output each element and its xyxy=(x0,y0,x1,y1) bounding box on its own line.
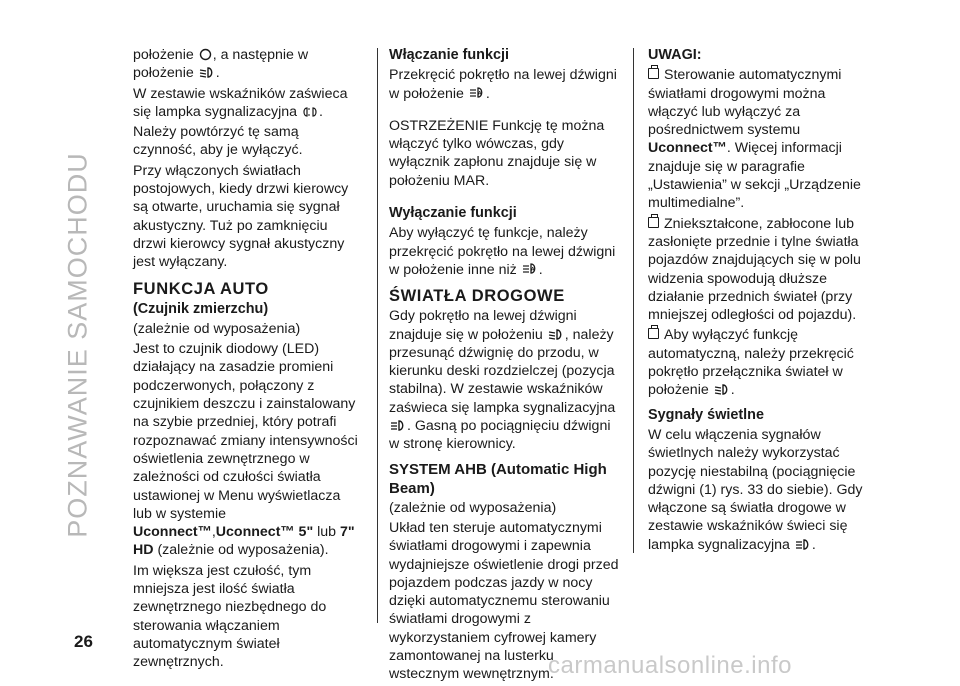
heading-ahb-system: SYSTEM AHB (Automatic High Beam) xyxy=(389,460,607,497)
page-number: 26 xyxy=(74,632,93,651)
column-divider xyxy=(377,48,378,623)
warning-paragraph: OSTRZEŻENIE Funkcję tę można włączyć tylko wówczas, gdy wyłącznik zapłonu znajduje się w położeniu MAR. xyxy=(389,117,605,189)
high-beam-icon xyxy=(390,419,406,432)
paragraph: (zależnie od wyposażenia) xyxy=(133,320,301,337)
heading-disable-function: Wyłączanie funkcji xyxy=(389,205,517,222)
note-item: Sterowanie automatycznymi światłami drogowymi można włączyć lub wyłączyć za pośrednictwem systemu Uconnect™. Więcej informacji znajduje się w paragrafie „Ustawienia” w sekcji „Urządzenie multimedialne”. xyxy=(648,67,861,212)
svg-text:A: A xyxy=(530,267,535,274)
note-bullet-icon xyxy=(648,68,659,79)
paragraph: W zestawie wskaźników zaświeca się lampka sygnalizacyjna . xyxy=(133,85,348,120)
subheading-twilight-sensor: (Czujnik zmierzchu) xyxy=(133,300,269,317)
note-bullet-icon xyxy=(648,328,659,339)
column-divider xyxy=(633,48,634,553)
svg-text:A: A xyxy=(477,91,482,98)
paragraph: Jest to czujnik diodowy (LED) działający na zasadzie promieni podczerwonych, połączony z czujnikiem deszczu i zainstalowany na szybie przedniej, który potrafi rozpoznawać zmiany intensywności oświetlenia zewnętrznego w zależności od czułości światła ustawionej w Menu wyświetlacza lub w systemie Uconnect™,Uconnect™ 5" lub 7" HD (zależnie od wyposażenia). xyxy=(133,341,358,559)
low-beam-icon xyxy=(714,383,730,396)
text-column-3 xyxy=(648,46,876,556)
high-beam-icon xyxy=(795,538,811,551)
heading-auto-function: FUNKCJA AUTO xyxy=(133,279,269,298)
paragraph: (zależnie od wyposażenia) xyxy=(389,499,557,516)
heading-notes: UWAGI: xyxy=(648,47,702,63)
section-side-title: POZNAWANIE SAMOCHODU xyxy=(62,152,93,538)
paragraph: Aby wyłączyć tę funkcje, należy przekręcić pokrętło na lewej dźwigni w położenie inne niż A . xyxy=(389,225,616,278)
note-item: Zniekształcone, zabłocone lub zasłonięte przednie i tylne światła pojazdów znajdujących się w polu widzenia spowodują dłuższe działanie przednich świateł (przy mniejszej odległości od pojazdu). xyxy=(648,215,861,324)
low-beam-icon xyxy=(199,66,215,79)
paragraph: położenie , a następnie w położenie . xyxy=(133,47,309,82)
auto-lights-icon xyxy=(469,86,485,100)
off-position-icon xyxy=(199,48,212,61)
text-column-1 xyxy=(133,46,361,674)
heading-high-beam: ŚWIATŁA DROGOWE xyxy=(389,287,565,306)
auto-lights-icon xyxy=(522,262,538,276)
note-item: Aby wyłączyć funkcję automatyczną, należy przekręcić pokrętło przełącznika świateł w położenie . xyxy=(648,327,854,399)
heading-enable-function: Włączanie funkcji xyxy=(389,47,509,63)
paragraph: Gdy pokrętło na lewej dźwigni znajduje się w położeniu , należy przesunąć dźwignię do przodu, w kierunku deski rozdzielczej (pozycja stabilna). W zestawie wskaźników zaświeca się lampka sygnalizacyjna . Gasną po pociągnięciu dźwigni w stronę kierownicy. xyxy=(389,308,616,453)
paragraph: Przekręcić pokrętło na lewej dźwigni w położenie A . xyxy=(389,67,617,102)
paragraph: Układ ten steruje automatycznymi światłami drogowymi i zapewnia wydajniejsze oświetlenie drogi przed pojazdem podczas jazdy w nocy dzięki automatycznemu sterowaniu światłami drogowymi z wykorzystaniem cyfrowej kamery zamontowanej na lusterku wstecznym wewnętrznym. xyxy=(389,519,619,683)
watermark: carmanualsonline.info xyxy=(548,652,792,679)
low-beam-icon xyxy=(548,328,564,341)
paragraph: Należy powtórzyć tę samą czynność, aby je wyłączyć. xyxy=(133,124,303,159)
paragraph: Im większa jest czułość, tym mniejsza jest ilość światła zewnętrznego niezbędnego do sterowania włączaniem automatycznym świateł zewnętrznych. xyxy=(133,562,327,671)
paragraph: Przy włączonych światłach postojowych, kiedy drzwi kierowcy są otwarte, uruchamia się sygnał akustyczny. Tuż po zamknięciu drzwi kierowcy sygnał akustyczny jest wyłączany. xyxy=(133,162,349,271)
text-column-2 xyxy=(389,46,621,686)
position-lights-icon xyxy=(302,106,318,118)
note-bullet-icon xyxy=(648,217,659,228)
heading-flash-signals: Sygnały świetlne xyxy=(648,406,764,423)
paragraph: W celu włączenia sygnałów świetlnych należy wykorzystać pozycję niestabilną (pociągnięcie dźwigni (1) rys. 33 do siebie). Gdy włączone są światła drogowe w zestawie wskaźników świeci się lampka sygnalizacyjna . xyxy=(648,426,863,553)
